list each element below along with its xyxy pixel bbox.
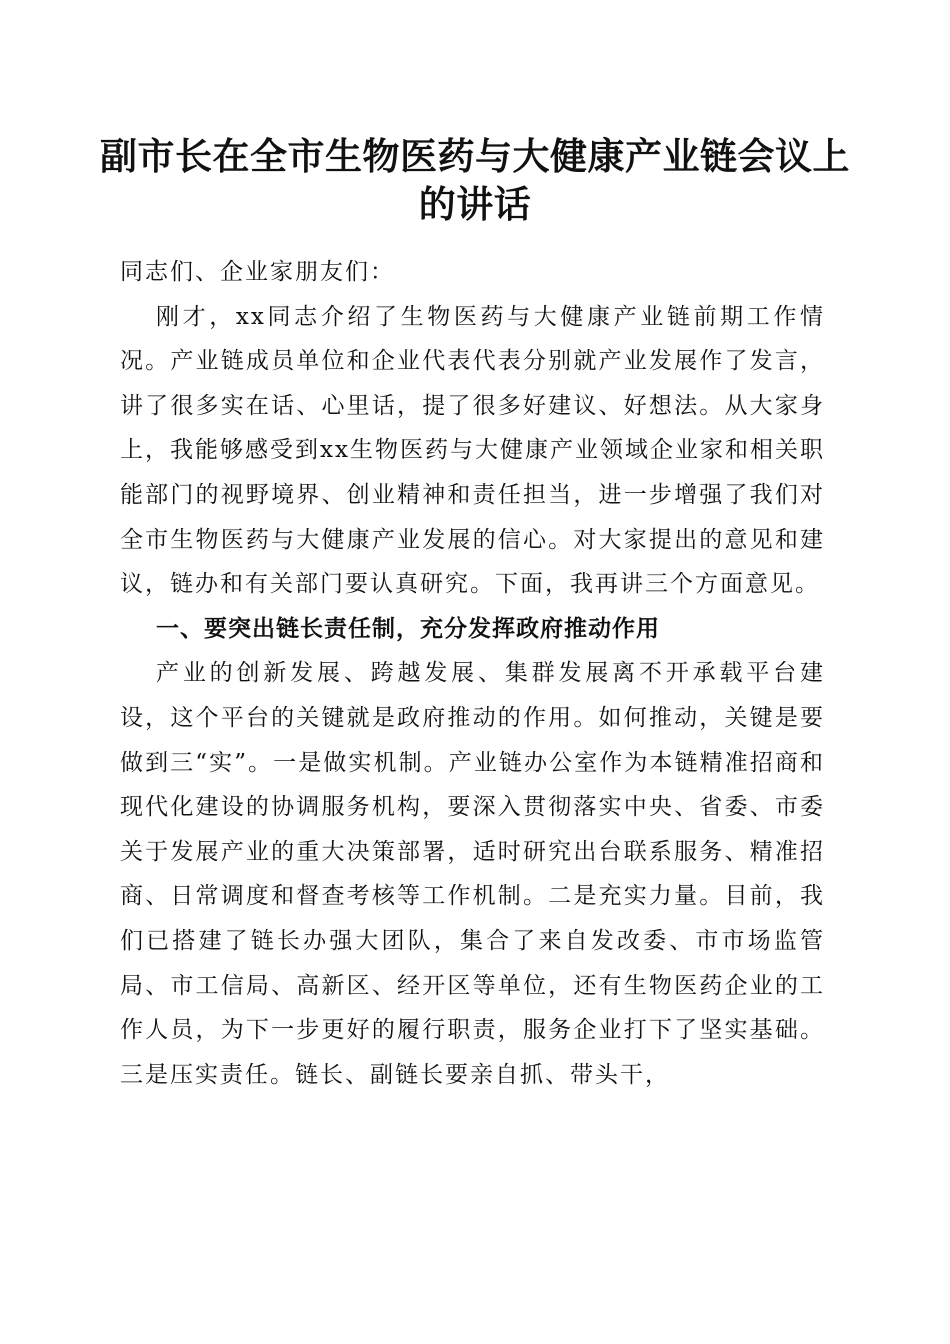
salutation: 同志们、企业家朋友们：: [120, 259, 395, 285]
section-1-paragraph: 产业的创新发展、跨越发展、集群发展离不开承载平台建设，这个平台的关键就是政府推动的作用。如何推动，关键是要做到三“实”。一是做实机制。产业链办公室作为本链精准招商和现代化建设的协调服务机构，要深入贯彻落实中央、省委、市委关于发展产业的重大决策部署，适时研究出台联系服务、精准招商、日常调度和督查考核等工作机制。二是充实力量。目前，我们已搭建了链长办强大团队，集合了来自发改委、市市场监管局、市工信局、高新区、经开区等单位，还有生物医药企业的工作人员，为下一步更好的履行职责，服务企业打下了坚实基础。三是压实责任。链长、副链长要亲自抓、带头干，: [120, 660, 825, 1088]
document-body: [120, 250, 825, 1097]
document-title: 副市长在全市生物医药与大健康产业链会议上的讲话: [100, 134, 850, 226]
intro-paragraph: 刚才，xx同志介绍了生物医药与大健康产业链前期工作情况。产业链成员单位和企业代表代表分别就产业发展作了发言，讲了很多实在话、心里话，提了很多好建议、好想法。从大家身上，我能够感受到xx生物医药与大健康产业领域企业家和相关职能部门的视野境界、创业精神和责任担当，进一步增强了我们对全市生物医药与大健康产业发展的信心。对大家提出的意见和建议，链办和有关部门要认真研究。下面，我再讲三个方面意见。: [120, 303, 825, 598]
section-1-heading: 一、要突出链长责任制，充分发挥政府推动作用: [156, 615, 660, 642]
